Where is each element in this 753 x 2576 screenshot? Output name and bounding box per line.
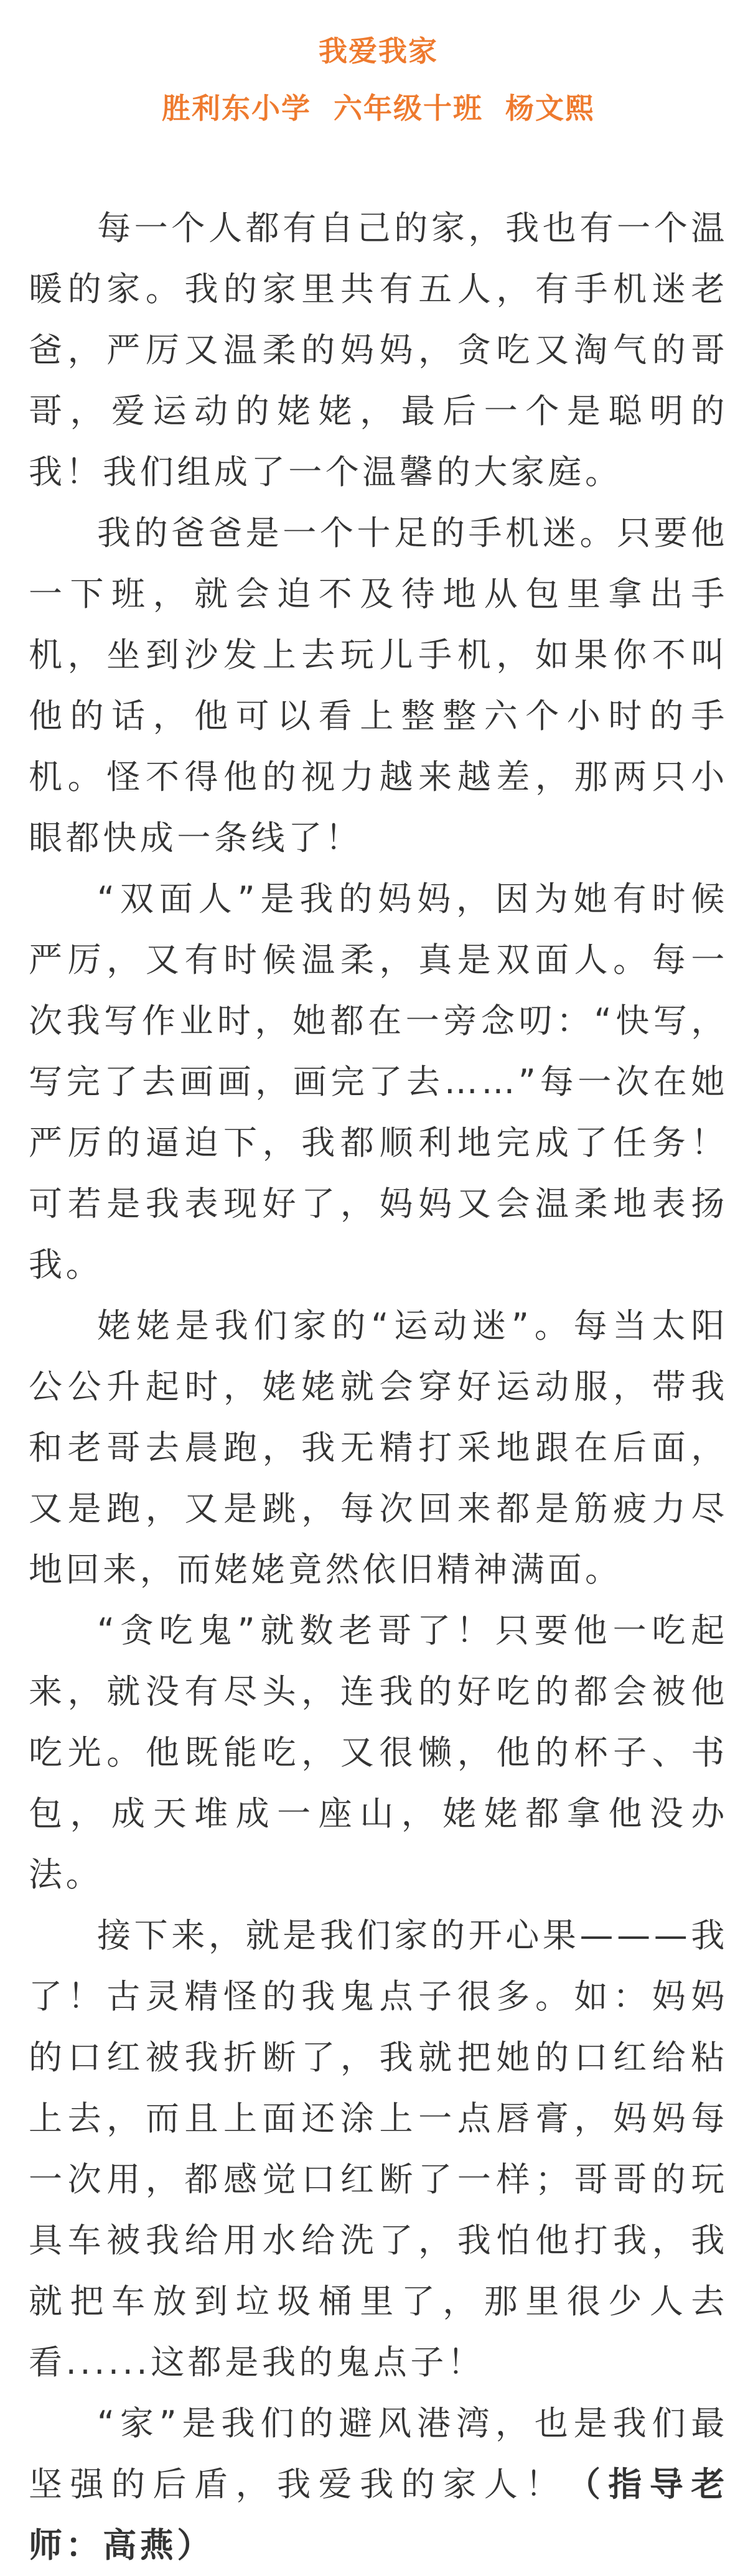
article-body xyxy=(29,198,728,2576)
paragraph-brother: “贪吃鬼”就数老哥了！只要他一吃起来，就没有尽头，连我的好吃的都会被他吃光。他既能吃，又很懒，他的杯子、书包，成天堆成一座山，姥姥都拿他没办法。 xyxy=(29,1611,728,1894)
article-header xyxy=(29,32,728,127)
conclusion-text: “家”是我们的避风港湾，也是我们最坚强的后盾，我爱我的家人！ xyxy=(29,2404,728,2504)
article-title: 我爱我家 xyxy=(319,34,438,68)
paragraph-intro: 每一个人都有自己的家，我也有一个温暖的家。我的家里共有五人，有手机迷老爸，严厉又温柔的妈妈，贪吃又淘气的哥哥，爱运动的姥姥，最后一个是聪明的我！我们组成了一个温馨的大家庭。 xyxy=(29,208,728,492)
paragraph-father: 我的爸爸是一个十足的手机迷。只要他一下班，就会迫不及待地从包里拿出手机，坐到沙发上去玩儿手机，如果你不叫他的话，他可以看上整整六个小时的手机。怪不得他的视力越来越差，那两只小眼都快成一条线了！ xyxy=(29,513,728,857)
paragraph-mother: “双面人”是我的妈妈，因为她有时候严厉，又有时候温柔，真是双面人。每一次我写作业时，她都在一旁念叨：“快写，写完了去画画，画完了去……”每一次在她严厉的逼迫下，我都顺利地完成了任务！可若是我表现好了，妈妈又会温柔地表扬我。 xyxy=(29,879,728,1284)
article-byline: 胜利东小学 六年级十班 杨文熙 xyxy=(161,91,596,125)
paragraph-conclusion xyxy=(29,2393,728,2576)
paragraph-grandmother: 姥姥是我们家的“运动迷”。每当太阳公公升起时，姥姥就会穿好运动服，带我和老哥去晨跑，我无精打采地跟在后面，又是跑，又是跳，每次回来都是筋疲力尽地回来，而姥姥竟然依旧精神满面。 xyxy=(29,1306,728,1589)
paragraph-me: 接下来，就是我们家的开心果———我了！古灵精怪的我鬼点子很多。如：妈妈的口红被我折断了，我就把她的口红给粘上去，而且上面还涂上一点唇膏，妈妈每一次用，都感觉口红断了一样；哥哥的玩具车被我给用水给洗了，我怕他打我，我就把车放到垃圾桶里了，那里很少人去看......这都是我的鬼点子！ xyxy=(29,1916,728,2382)
teacher-note: （指导老师：高燕） xyxy=(29,2465,728,2565)
